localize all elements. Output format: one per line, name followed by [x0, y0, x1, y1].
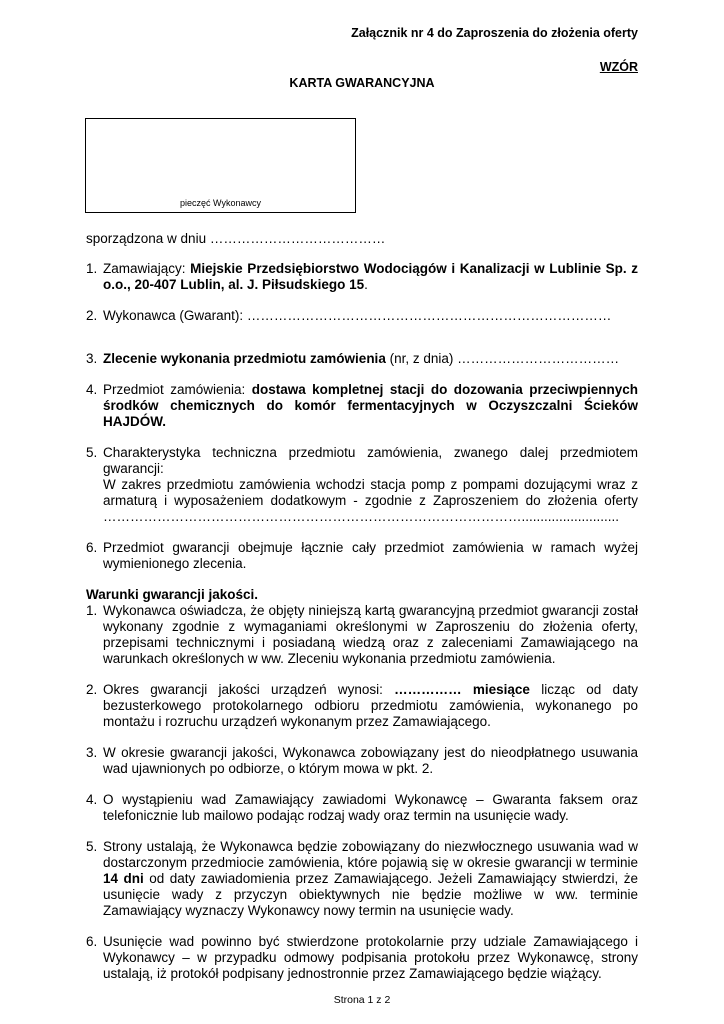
list-item: 5. Charakterystyka techniczna przedmiotu zamówienia, zwanego dalej przedmiotem gwarancji: W zakres przedmiotu zamówienia wchodzi stacja pomp z pompami dozującymi wraz z armaturą i wyposażeniem dodatkowym - zgodnie z Zaproszeniem do złożenia oferty …………………………………………………………………………………..........................	[86, 445, 638, 524]
drawn-up-date-line: sporządzona w dniu …………………………………	[86, 231, 386, 246]
stamp-label: pieczęć Wykonawcy	[180, 198, 261, 208]
list-item: 1. Zamawiający: Miejskie Przedsiębiorstwo Wodociągów i Kanalizacji w Lublinie Sp. z o.o., 20-407 Lublin, al. J. Piłsudskiego 15.	[86, 261, 638, 292]
document-body	[86, 231, 638, 982]
list-item: 2. Wykonawca (Gwarant): ………………………………………………………………………	[86, 308, 612, 323]
condition-item: 5. Strony ustalają, że Wykonawca będzie zobowiązany do niezwłocznego usuwania wad w dostarczonym przedmiocie zamówienia, które pojawią się w okresie gwarancji w terminie 14 dni od daty zawiadomienia przez Zamawiającego. Jeżeli Zamawiający stwierdzi, że usunięcie wady z przyczyn obiektywnych nie będzie możliwe w ww. terminie Zamawiający wyznaczy Wykonawcy nowy termin na usunięcie wady.	[86, 839, 639, 918]
contractor-stamp-box	[85, 118, 356, 213]
condition-item: 1. Wykonawca oświadcza, że objęty niniejszą kartą gwarancyjną przedmiot gwarancji został wykonany zgodnie z wymaganiami określonymi w Zaproszeniu do złożenia oferty, przepisami technicznymi i posiadaną wiedzą oraz z zaleceniami Zamawiającego na warunkach określonych w ww. Zleceniu wykonania przedmiotu zamówienia.	[86, 603, 638, 666]
condition-item: 3. W okresie gwarancji jakości, Wykonawca zobowiązany jest do nieodpłatnego usuwania wad ujawnionych po odbiorze, o którym mowa w pkt. 2.	[86, 745, 638, 776]
template-label: WZÓR	[599, 60, 638, 74]
attachment-note: Załącznik nr 4 do Zaproszenia do złożenia oferty	[351, 26, 638, 40]
list-item: 6. Przedmiot gwarancji obejmuje łącznie cały przedmiot zamówienia w ramach wyżej wymienionego zlecenia.	[86, 540, 638, 571]
condition-item: 6. Usunięcie wad powinno być stwierdzone protokolarnie przy udziale Zamawiającego i Wykonawcy – w przypadku odmowy podpisania protokołu przez Wykonawcę, strony ustalają, iż protokół podpisany jednostronnie przez Zamawiającego będzie wiążący.	[86, 934, 638, 981]
warranty-heading: Warunki gwarancji jakości.	[86, 587, 259, 602]
condition-item: 4. O wystąpieniu wad Zamawiający zawiadomi Wykonawcę – Gwaranta faksem oraz telefonicznie lub mailowo podając rodzaj wady oraz termin na usunięcie wady.	[86, 792, 638, 823]
page-number: Strona 1 z 2	[333, 994, 391, 1006]
document-title: KARTA GWARANCYJNA	[289, 76, 435, 90]
condition-item: 2. Okres gwarancji jakości urządzeń wynosi: …………… miesiące licząc od daty bezusterkowego protokolarnego odbioru przedmiotu zamówienia, wykonanego po montażu i rozruchu urządzeń wykonanym przez Zamawiającego.	[86, 682, 639, 729]
list-item: 4. Przedmiot zamówienia: dostawa kompletnej stacji do dozowania przeciwpiennych środków chemicznych do komór fermentacyjnych w Oczyszczalni Ścieków HAJDÓW.	[86, 382, 638, 429]
list-item: 3. Zlecenie wykonania przedmiotu zamówienia (nr, z dnia) ………………………………	[86, 351, 620, 366]
